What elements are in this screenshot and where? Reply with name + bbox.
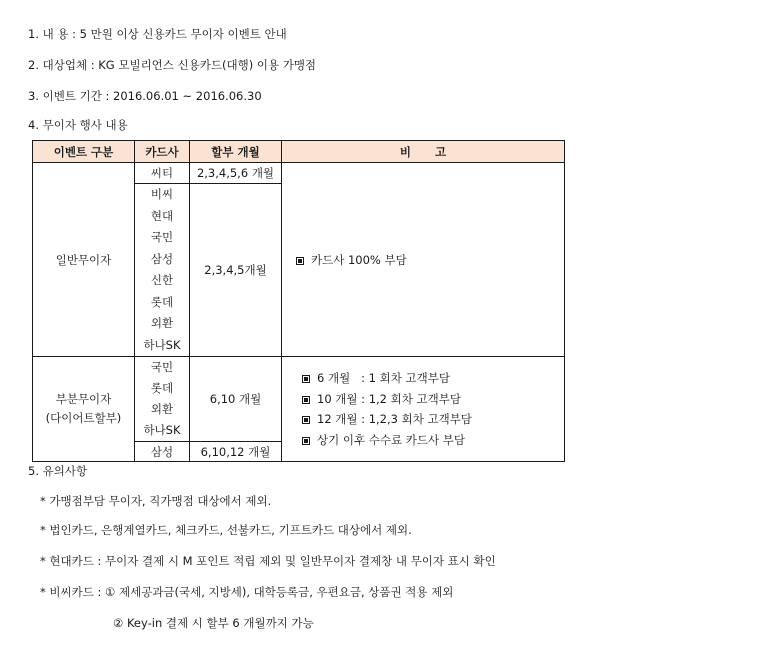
- card-name: 현대: [150, 208, 174, 223]
- partial-remark-text: 6 개월 : 1 회차 고객부담: [317, 371, 450, 385]
- table-row: [33, 357, 565, 442]
- partial-remark-cell: [282, 357, 565, 462]
- partial-category-label: 부분무이자: [55, 392, 112, 406]
- general-months-cell: 2,3,4,5개월: [190, 184, 282, 357]
- card-name: 국민: [150, 230, 174, 244]
- partial-category-sub-label: (다이어트할부): [45, 411, 122, 425]
- checkbox-bullet-icon: [302, 416, 310, 424]
- installment-event-table: [32, 140, 565, 462]
- header-event-type: 이벤트 구분: [33, 141, 135, 163]
- precautions-heading: 5. 유의사항: [28, 464, 88, 478]
- general-card-list: [135, 184, 190, 357]
- card-name: 외환: [150, 316, 174, 330]
- general-interest-free-category: 일반무이자: [33, 163, 135, 357]
- checkbox-bullet-icon: [302, 437, 310, 445]
- partial-remark-text: 상기 이후 수수료 카드사 부담: [317, 432, 465, 447]
- partial-card-list: [135, 357, 190, 442]
- header-remarks: 비 고: [282, 141, 565, 163]
- header-installment-months: 할부 개월: [190, 141, 282, 163]
- card-name: 삼성: [150, 251, 174, 266]
- partial-interest-free-category: [33, 357, 135, 462]
- card-name: 외환: [150, 402, 174, 416]
- citi-months-cell: 2,3,4,5,6 개월: [190, 163, 282, 184]
- partial-months-cell: 6,10 개월: [190, 357, 282, 442]
- partial-remark-text: 10 개월 : 1,2 회차 고객부담: [317, 391, 461, 406]
- card-name: 하나SK: [143, 337, 181, 352]
- target-merchants: 2. 대상업체 : KG 모빌리언스 신용카드(대행) 이용 가맹점: [28, 58, 317, 72]
- card-name: 비씨: [150, 187, 174, 201]
- table-header-row: [33, 141, 565, 163]
- card-name: 롯데: [150, 294, 174, 309]
- partial-remark-text: 12 개월 : 1,2,3 회차 고객부담: [317, 412, 472, 426]
- event-period: 3. 이벤트 기간 : 2016.06.01 ~ 2016.06.30: [28, 89, 262, 103]
- event-details-heading: 4. 무이자 행사 내용: [28, 118, 128, 132]
- citi-card-cell: 씨티: [135, 163, 190, 184]
- card-name: 국민: [150, 360, 174, 374]
- notice-subject: 1. 내 용 : 5 만원 이상 신용카드 무이자 이벤트 안내: [28, 27, 287, 41]
- table-row: [33, 163, 565, 184]
- general-remark-text: 카드사 100% 부담: [311, 252, 407, 267]
- checkbox-bullet-icon: [296, 257, 304, 265]
- precaution-note: ② Key-in 결제 시 할부 6 개월까지 가능: [113, 616, 314, 630]
- card-name: 신한: [150, 273, 174, 287]
- general-remark-cell: [282, 163, 565, 357]
- header-card-company: 카드사: [135, 141, 190, 163]
- checkbox-bullet-icon: [302, 375, 310, 383]
- samsung-months-cell: 6,10,12 개월: [190, 442, 282, 462]
- card-name: 하나SK: [143, 423, 181, 437]
- precaution-note: * 비씨카드 : ① 제세공과금(국세, 지방세), 대학등록금, 우편요금, 상품권 적용 제외: [40, 585, 454, 599]
- precaution-note: * 법인카드, 은행계열카드, 체크카드, 선불카드, 기프트카드 대상에서 제외.: [40, 523, 412, 537]
- checkbox-bullet-icon: [302, 396, 310, 404]
- samsung-card-cell: 삼성: [135, 442, 190, 462]
- precaution-note: * 가맹점부담 무이자, 직가맹점 대상에서 제외.: [40, 494, 272, 508]
- precaution-note: * 현대카드 : 무이자 결제 시 M 포인트 적립 제외 및 일반무이자 결제창 내 무이자 표시 확인: [40, 554, 496, 568]
- card-name: 롯데: [150, 381, 174, 395]
